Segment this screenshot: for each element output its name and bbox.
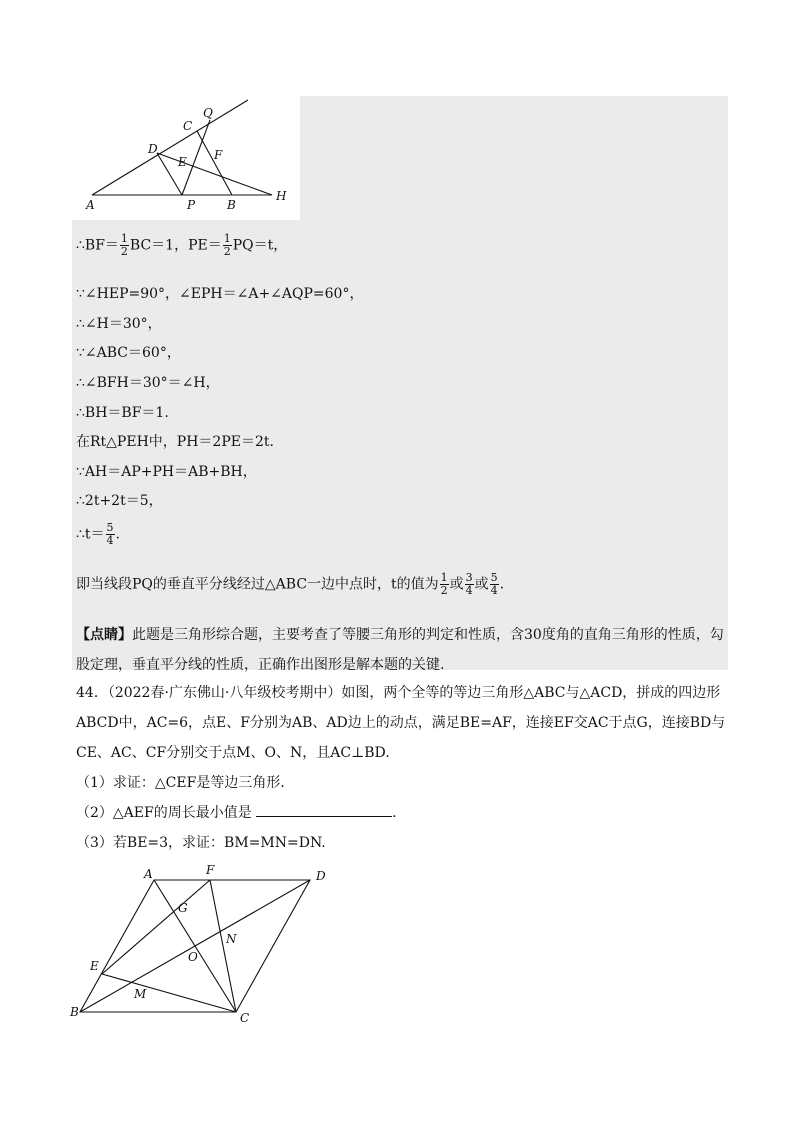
fig1-label-f: F (214, 148, 223, 162)
fig1-label-b: B (227, 198, 236, 212)
solution-line-6: ∴BH＝BF＝1. (76, 405, 169, 421)
solution-line-9: ∴2t+2t＝5， (76, 493, 163, 509)
fig2-label-f: F (206, 863, 215, 877)
solution-line-10: ∴t＝ $\frac{5}{4}$ . (76, 521, 120, 547)
fig2-label-m: M (134, 987, 147, 1001)
solution-line-8: ∵AH＝AP+PH＝AB+BH， (76, 464, 257, 480)
fig2-label-e: E (90, 959, 99, 973)
problem-44-intro: 44．（2022春·广东佛山·八年级校考期中）如图，两个全等的等边三角形△ABC与△ACD，拼成的四边形ABCD中，AC=6，点E、F分别为AB、AD边上的动点，满足BE=AF，连接EF交AC于点G，连接BD与CE、AC、CF分别交于点M、O、N，且AC⊥BD. (76, 685, 726, 761)
problem-44-q1: （1）求证：△CEF是等边三角形. (76, 775, 285, 791)
figure-rhombus-abcd (64, 858, 344, 1028)
solution-line-7: 在Rt△PEH中，PH＝2PE＝2t. (76, 434, 274, 450)
fig1-label-d: D (148, 142, 158, 156)
fig2-label-c: C (240, 1011, 250, 1025)
solution-note (76, 620, 724, 680)
fig1-label-h: H (276, 189, 287, 203)
fig2-label-g: G (178, 901, 188, 915)
fig2-label-o: O (188, 950, 198, 964)
note-tag: 【点睛】 (76, 627, 132, 643)
problem-44-q2: （2）△AEF的周长最小值是 . (76, 798, 726, 828)
fig1-label-p: P (187, 198, 196, 212)
fig2-label-b: B (70, 1005, 79, 1019)
solution-line-1: ∴BF＝ $\frac{1}{2}$ BC＝1，PE＝ $\frac{1}{2}$ PQ＝t， (76, 232, 288, 258)
fig2-label-d: D (316, 869, 326, 883)
fig1-label-c: C (183, 119, 193, 133)
figure-triangle-pq (72, 96, 300, 220)
answer-blank[interactable] (256, 802, 392, 817)
fig2-label-n: N (226, 932, 237, 946)
fig1-label-a: A (86, 198, 95, 212)
solution-line-2: ∵∠HEP=90°，∠EPH＝∠A+∠AQP=60°， (76, 286, 364, 302)
note-text: 此题是三角形综合题，主要考查了等腰三角形的判定和性质，含30度角的直角三角形的性质，勾股定理，垂直平分线的性质，正确作出图形是解本题的关键. (76, 627, 724, 673)
fig2-label-a: A (144, 867, 153, 881)
solution-line-11: 即当线段PQ的垂直平分线经过△ABC一边中点时，t的值为 $\frac{1}{2}$ 或 $\frac{3}{4}$ 或 $\frac{5}{4}$ . (76, 571, 505, 597)
fig1-label-e: E (178, 155, 187, 169)
solution-line-3: ∴∠H＝30°， (76, 316, 162, 332)
fig1-label-q: Q (203, 106, 213, 120)
problem-44-q3: （3）若BE=3，求证：BM=MN=DN. (76, 835, 326, 851)
solution-line-4: ∵∠ABC＝60°， (76, 345, 181, 361)
solution-line-5: ∴∠BFH＝30°＝∠H， (76, 375, 220, 391)
